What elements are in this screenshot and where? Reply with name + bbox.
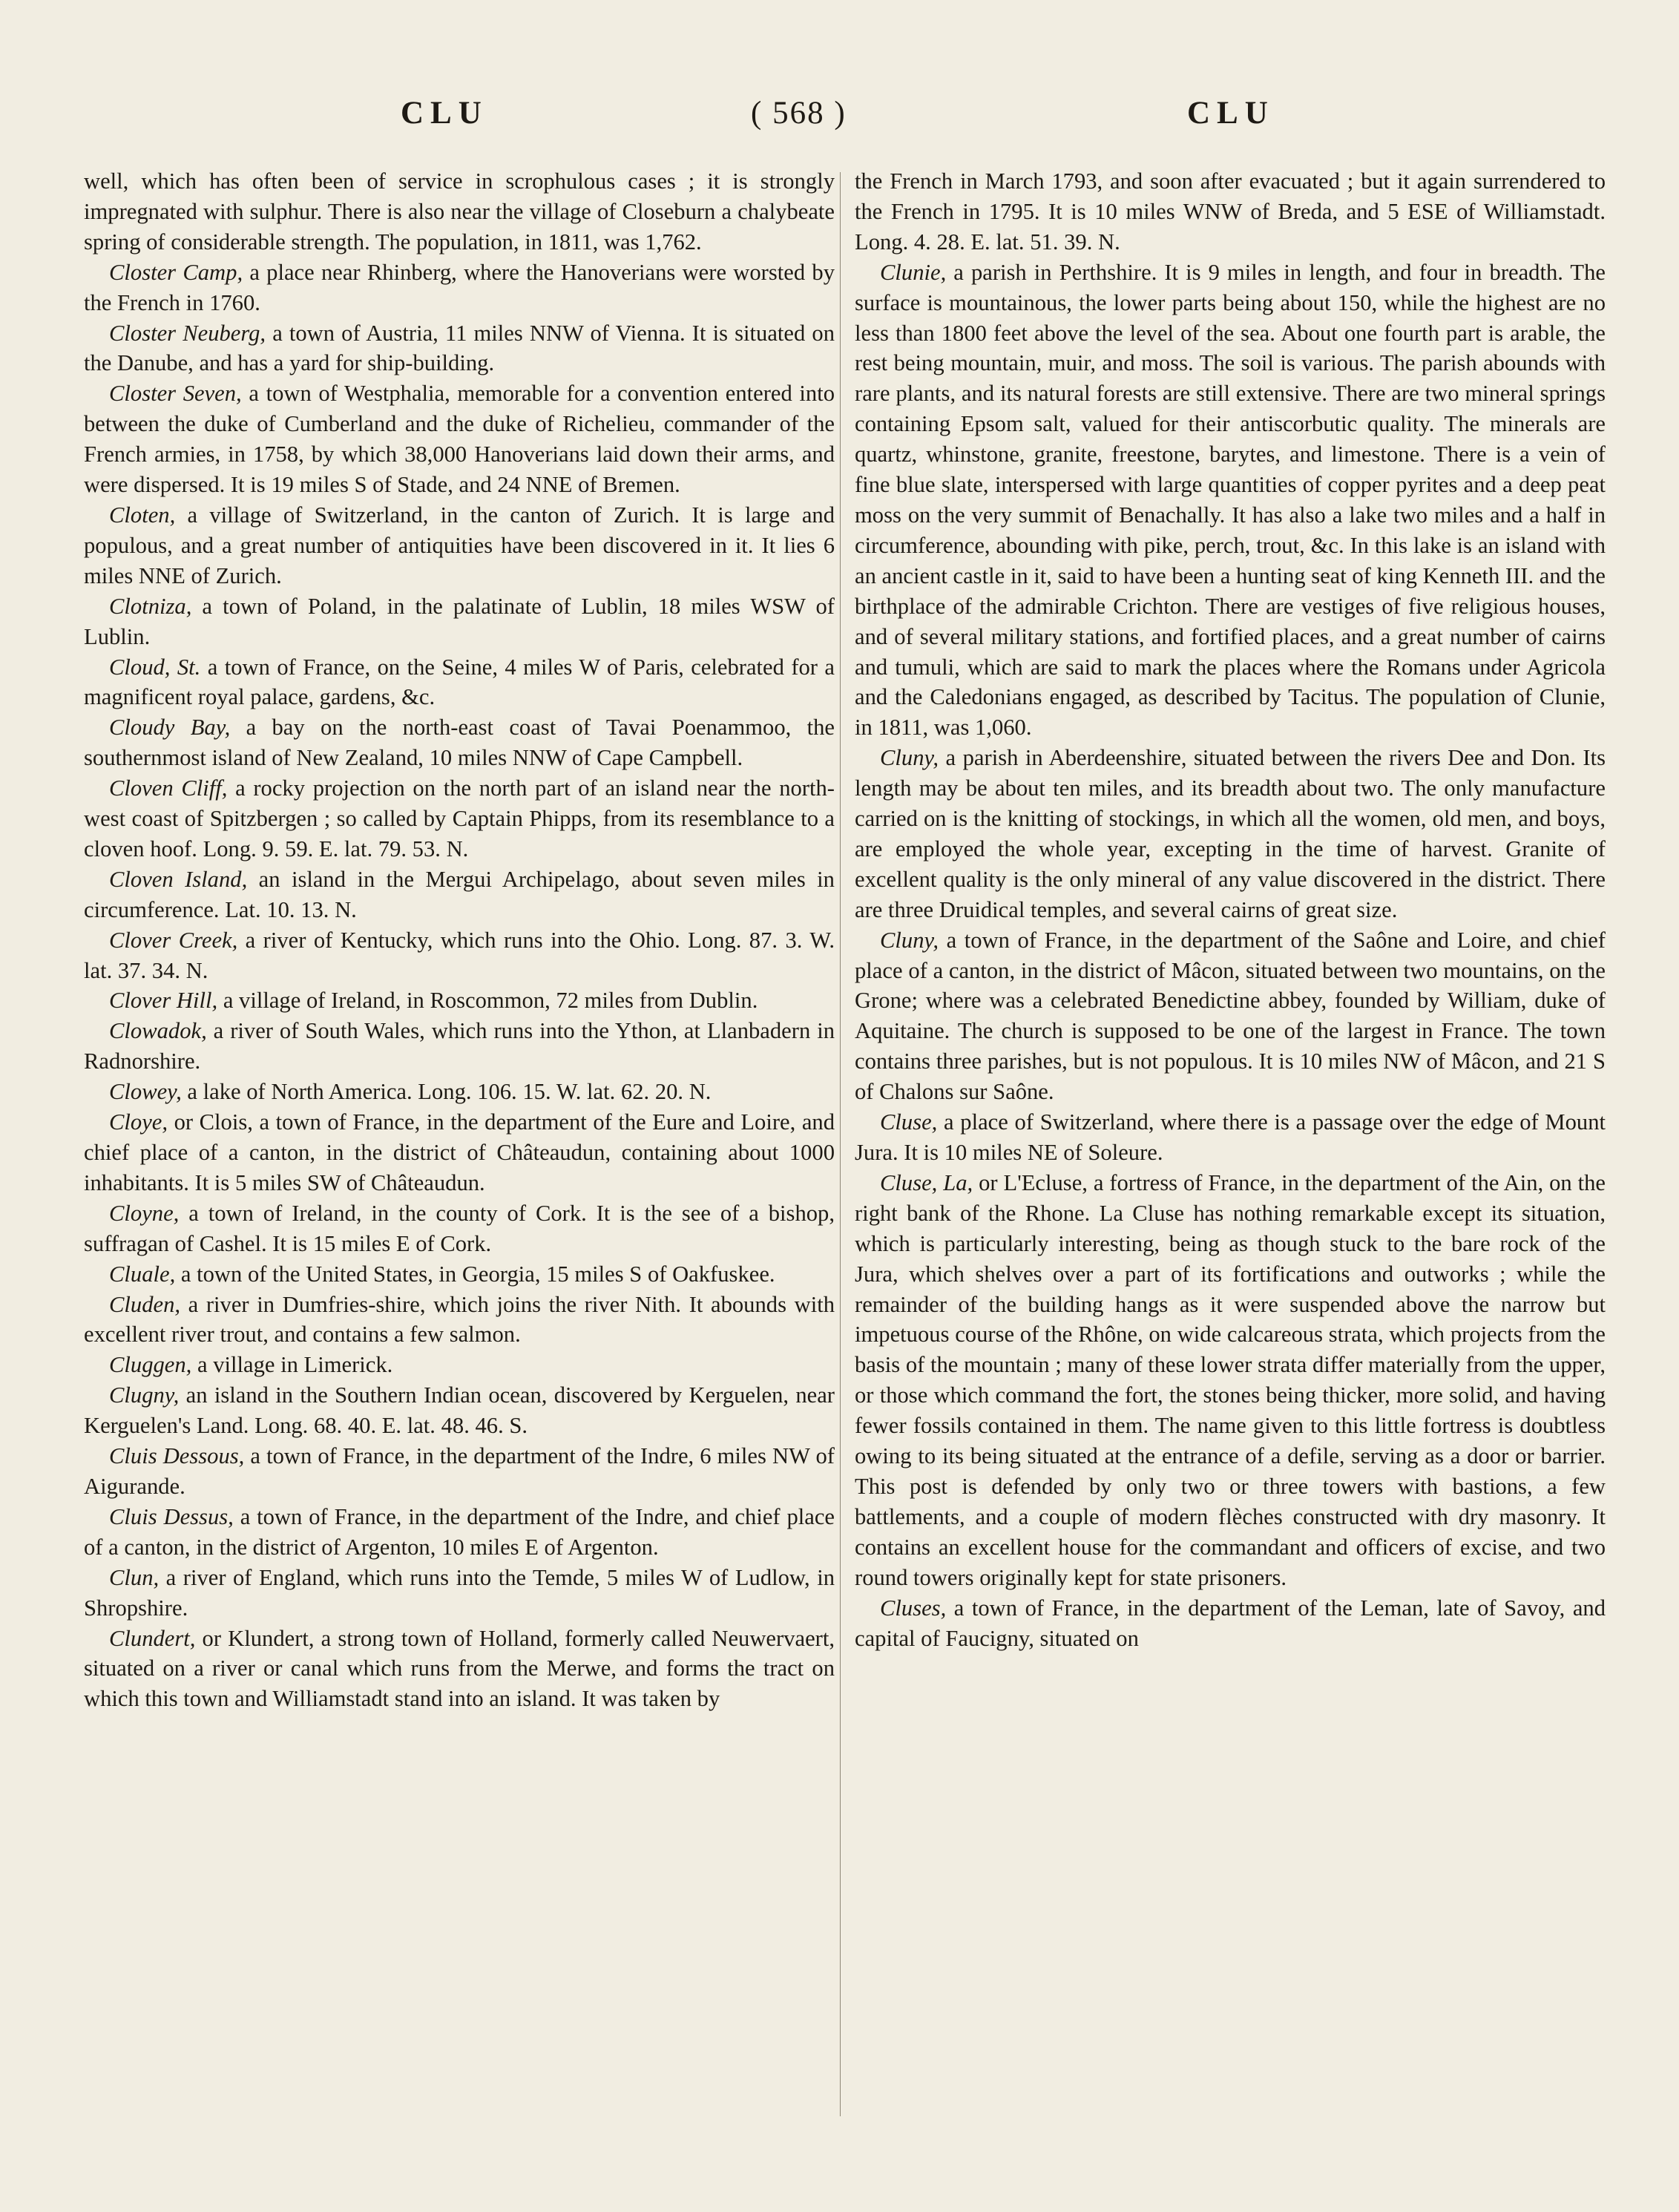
entry-text: or L'Ecluse, a fortress of France, in the department of the Ain, on the right bank of the Rhone. La Cluse has nothing remarkable except its situation, which is particularly interesting, being as though stuck to the bare rock of the Jura, which shelves over a part of its fortifications and outworks ; while the remainder of the building hangs as it were suspended above the narrow but impetuous course of the Rhône, on wide calcareous strata, which projects from the basis of the mountain ; many of these lower strata differ materially from the upper, or those which command the fort, the stones being thicker, more solid, and having fewer fossils contained in them. The name given to this little fortress is doubtless owing to its being situated at the entrance of a defile, serving as a door or barrier. This post is defended by only two or three towers with bastions, a few battlements, and a couple of modern flèches constructed with dry masonry. It contains an excellent house for the commandant and officers of excise, and two round towers originally kept for state prisoners. — [855, 1169, 1606, 1590]
entry — [84, 1563, 835, 1624]
entry — [84, 591, 835, 652]
entry-text: a town of France, on the Seine, 4 miles W of Paris, celebrated for a magnificent royal palace, gardens, &c. — [84, 654, 835, 710]
entry — [84, 1016, 835, 1077]
entry — [84, 1107, 835, 1198]
entry-text: a village in Limerick. — [191, 1352, 393, 1378]
entry — [855, 257, 1606, 744]
entry-headword: Cluis Dessous, — [109, 1443, 245, 1469]
entry-headword: Closter Neuberg, — [109, 320, 266, 346]
entry — [84, 1350, 835, 1380]
entry — [855, 1168, 1606, 1593]
right-column — [855, 166, 1606, 1653]
entry-text: the French in March 1793, and soon after evacuated ; but it again surrendered to the French in 1795. It is 10 miles WNW of Breda, and 5 ESE of Williamstadt. Long. 4. 28. E. lat. 51. 39. N. — [855, 168, 1606, 255]
entry — [84, 652, 835, 713]
entry-headword: Cluse, La, — [880, 1169, 973, 1195]
entry — [84, 1624, 835, 1715]
column-divider — [840, 172, 841, 2116]
entry — [84, 712, 835, 773]
entry-headword: Cluses, — [880, 1595, 947, 1621]
entry-headword: Cluden, — [109, 1291, 181, 1317]
entry-text: a village of Switzerland, in the canton of Zurich. It is large and populous, and a great number of antiquities have been discovered in it. It lies 6 miles NNE of Zurich. — [84, 502, 835, 588]
entry — [84, 1077, 835, 1107]
entry-text: a river in Dumfries-shire, which joins the river Nith. It abounds with excellent river trout, and contains a few salmon. — [84, 1291, 835, 1348]
entry-headword: Cluny, — [880, 745, 939, 771]
entry-text: a river of South Wales, which runs into the Ython, at Llanbadern in Radnorshire. — [84, 1018, 835, 1074]
entry — [84, 257, 835, 318]
entry — [84, 1259, 835, 1290]
entry-headword: Cloud, St. — [109, 654, 201, 680]
entry — [84, 1198, 835, 1259]
entry — [84, 318, 835, 379]
entry-text: a parish in Perthshire. It is 9 miles in length, and four in breadth. The surface is mountainous, the lower parts being about 150, while the highest are no less than 1800 feet above the level of the sea. About one fourth part is arable, the rest being mountain, muir, and moss. The soil is various. The parish abounds with rare plants, and its natural forests are still extensive. There are two mineral springs containing Epsom salt, valued for their antiscorbutic quality. The minerals are quartz, whinstone, granite, freestone, barytes, and limestone. There is a vein of fine blue slate, interspersed with large quantities of copper pyrites and a deep peat moss on the very summit of Benachally. It has also a lake two miles and a half in circumference, abounding with pike, perch, trout, &c. In this lake is an island with an ancient castle in it, said to have been a hunting seat of king Kenneth III. and the birthplace of the admirable Crichton. There are vestiges of five religious houses, and of several military stations, and fortified places, and a great number of cairns and tumuli, which are said to mark the places where the Romans under Agricola and the Caledonians engaged, as described by Tacitus. The population of Clunie, in 1811, was 1,060. — [855, 259, 1606, 741]
entry-text: a town of Poland, in the palatinate of Lublin, 18 miles WSW of Lublin. — [84, 593, 835, 649]
entry — [84, 166, 835, 257]
entry-headword: Cloudy Bay, — [109, 715, 231, 741]
entry — [84, 1290, 835, 1350]
entry-text: a river of Kentucky, which runs into the Ohio. Long. 87. 3. W. lat. 37. 34. N. — [84, 927, 835, 983]
entry-text: a rocky projection on the north part of an island near the north-west coast of Spitzbergen ; so called by Captain Phipps, from its resemblance to a cloven hoof. Long. 9. 59. E. lat. 79. 53. N. — [84, 775, 835, 862]
entry — [84, 500, 835, 591]
entry-headword: Clover Hill, — [109, 988, 218, 1014]
running-head-left: CLU — [401, 96, 488, 131]
entry-headword: Clover Creek, — [109, 927, 238, 953]
entry-text: a parish in Aberdeenshire, situated between the rivers Dee and Don. Its length may be about ten miles, and its breadth about two. The only manufacture carried on is the knitting of stockings, in which all the women, old men, and boys, are employed the whole year, excepting in the time of harvest. Granite of excellent quality is the only mineral of any value discovered in the district. There are three Druidical temples, and several cairns of great size. — [855, 745, 1606, 922]
entry-text: a town of Austria, 11 miles NNW of Vienna. It is situated on the Danube, and has a yard for ship-building. — [84, 320, 835, 376]
entry-text: a place of Switzerland, where there is a passage over the edge of Mount Jura. It is 10 miles NE of Soleure. — [855, 1109, 1606, 1165]
entry — [84, 773, 835, 864]
entry-text: a town of France, in the department of the Indre, 6 miles NW of Aigurande. — [84, 1443, 835, 1499]
entry-text: a town of France, in the department of the Leman, late of Savoy, and capital of Faucigny, situated on — [855, 1595, 1606, 1651]
entry-headword: Cluis Dessus, — [109, 1503, 234, 1529]
entry-text: a town of France, in the department of the Indre, and chief place of a canton, in the district of Argenton, 10 miles E of Argenton. — [84, 1503, 835, 1560]
entry — [84, 985, 835, 1016]
entry-text: or Clois, a town of France, in the department of the Eure and Loire, and chief place of a canton, in the district of Châteaudun, containing about 1000 inhabitants. It is 5 miles SW of Châteaudun. — [84, 1109, 835, 1195]
left-column — [84, 166, 835, 1714]
entry — [855, 925, 1606, 1107]
entry-headword: Cloven Cliff, — [109, 775, 228, 801]
entry-text: a village of Ireland, in Roscommon, 72 miles from Dublin. — [217, 988, 758, 1014]
entry-text: a river of England, which runs into the Temde, 5 miles W of Ludlow, in Shropshire. — [84, 1564, 835, 1621]
entry-headword: Clotniza, — [109, 593, 192, 619]
entry-text: an island in the Southern Indian ocean, discovered by Kerguelen, near Kerguelen's Land. Long. 68. 40. E. lat. 48. 46. S. — [84, 1382, 835, 1439]
entry-text: a town of Ireland, in the county of Cork. It is the see of a bishop, suffragan of Cashel. It is 15 miles E of Cork. — [84, 1200, 835, 1256]
entry — [84, 925, 835, 986]
entry-headword: Cluse, — [880, 1109, 938, 1135]
entry-headword: Cluny, — [880, 927, 939, 953]
entry — [84, 1441, 835, 1502]
entry — [855, 1107, 1606, 1168]
entry-headword: Clowey, — [109, 1079, 182, 1105]
entry-headword: Cloyne, — [109, 1200, 180, 1226]
entry-headword: Closter Camp, — [109, 259, 243, 285]
entry — [855, 1593, 1606, 1654]
entry — [855, 166, 1606, 257]
entry-headword: Cloten, — [109, 502, 176, 528]
entry — [84, 1380, 835, 1441]
entry-text: well, which has often been of service in scrophulous cases ; it is strongly impregnated with sulphur. There is also near the village of Closeburn a chalybeate spring of considerable strength. The population, in 1811, was 1,762. — [84, 168, 835, 255]
entry-text: a bay on the north-east coast of Tavai Poenammoo, the southernmost island of New Zealand, 10 miles NNW of Cape Campbell. — [84, 715, 835, 771]
entry-headword: Clunie, — [880, 259, 947, 285]
entry-text: a town of Westphalia, memorable for a convention entered into between the duke of Cumberland and the duke of Richelieu, commander of the French armies, in 1758, by which 38,000 Hanoverians laid down their arms, and were dispersed. It is 19 miles S of Stade, and 24 NNE of Bremen. — [84, 381, 835, 498]
entry-text: an island in the Mergui Archipelago, about seven miles in circumference. Lat. 10. 13. N. — [84, 866, 835, 922]
entry-text: or Klundert, a strong town of Holland, formerly called Neuwervaert, situated on a river or canal which runs from the Merwe, and forms the tract on which this town and Williamstadt stand into an island. It was taken by — [84, 1625, 835, 1712]
page-number: ( 568 ) — [751, 96, 847, 131]
entry-headword: Cloven Island, — [109, 866, 248, 892]
entry-text: a town of the United States, in Georgia, 15 miles S of Oakfuskee. — [175, 1261, 775, 1287]
entry-text: a town of France, in the department of the Saône and Loire, and chief place of a canton, in the district of Mâcon, situated between two mountains, on the Grone; where was a celebrated Benedictine abbey, founded by William, duke of Aquitaine. The church is supposed to be one of the largest in France. The town contains three parishes, but is not populous. It is 10 miles NW of Mâcon, and 21 S of Chalons sur Saône. — [855, 927, 1606, 1105]
running-head-right: CLU — [1187, 96, 1275, 131]
entry-headword: Cloye, — [109, 1109, 168, 1135]
entry-headword: Cluale, — [109, 1261, 176, 1287]
entry — [84, 864, 835, 925]
entry-headword: Clowadok, — [109, 1018, 207, 1044]
entry-headword: Clugny, — [109, 1382, 180, 1408]
entry — [84, 378, 835, 500]
entry — [855, 743, 1606, 925]
entry-text: a lake of North America. Long. 106. 15. W. lat. 62. 20. N. — [181, 1079, 712, 1105]
entry-headword: Closter Seven, — [109, 381, 242, 407]
entry-headword: Cluggen, — [109, 1352, 192, 1378]
entry-headword: Clundert, — [109, 1625, 196, 1651]
entry-headword: Clun, — [109, 1564, 160, 1590]
entry-text: a place near Rhinberg, where the Hanoverians were worsted by the French in 1760. — [84, 259, 835, 315]
entry — [84, 1502, 835, 1563]
